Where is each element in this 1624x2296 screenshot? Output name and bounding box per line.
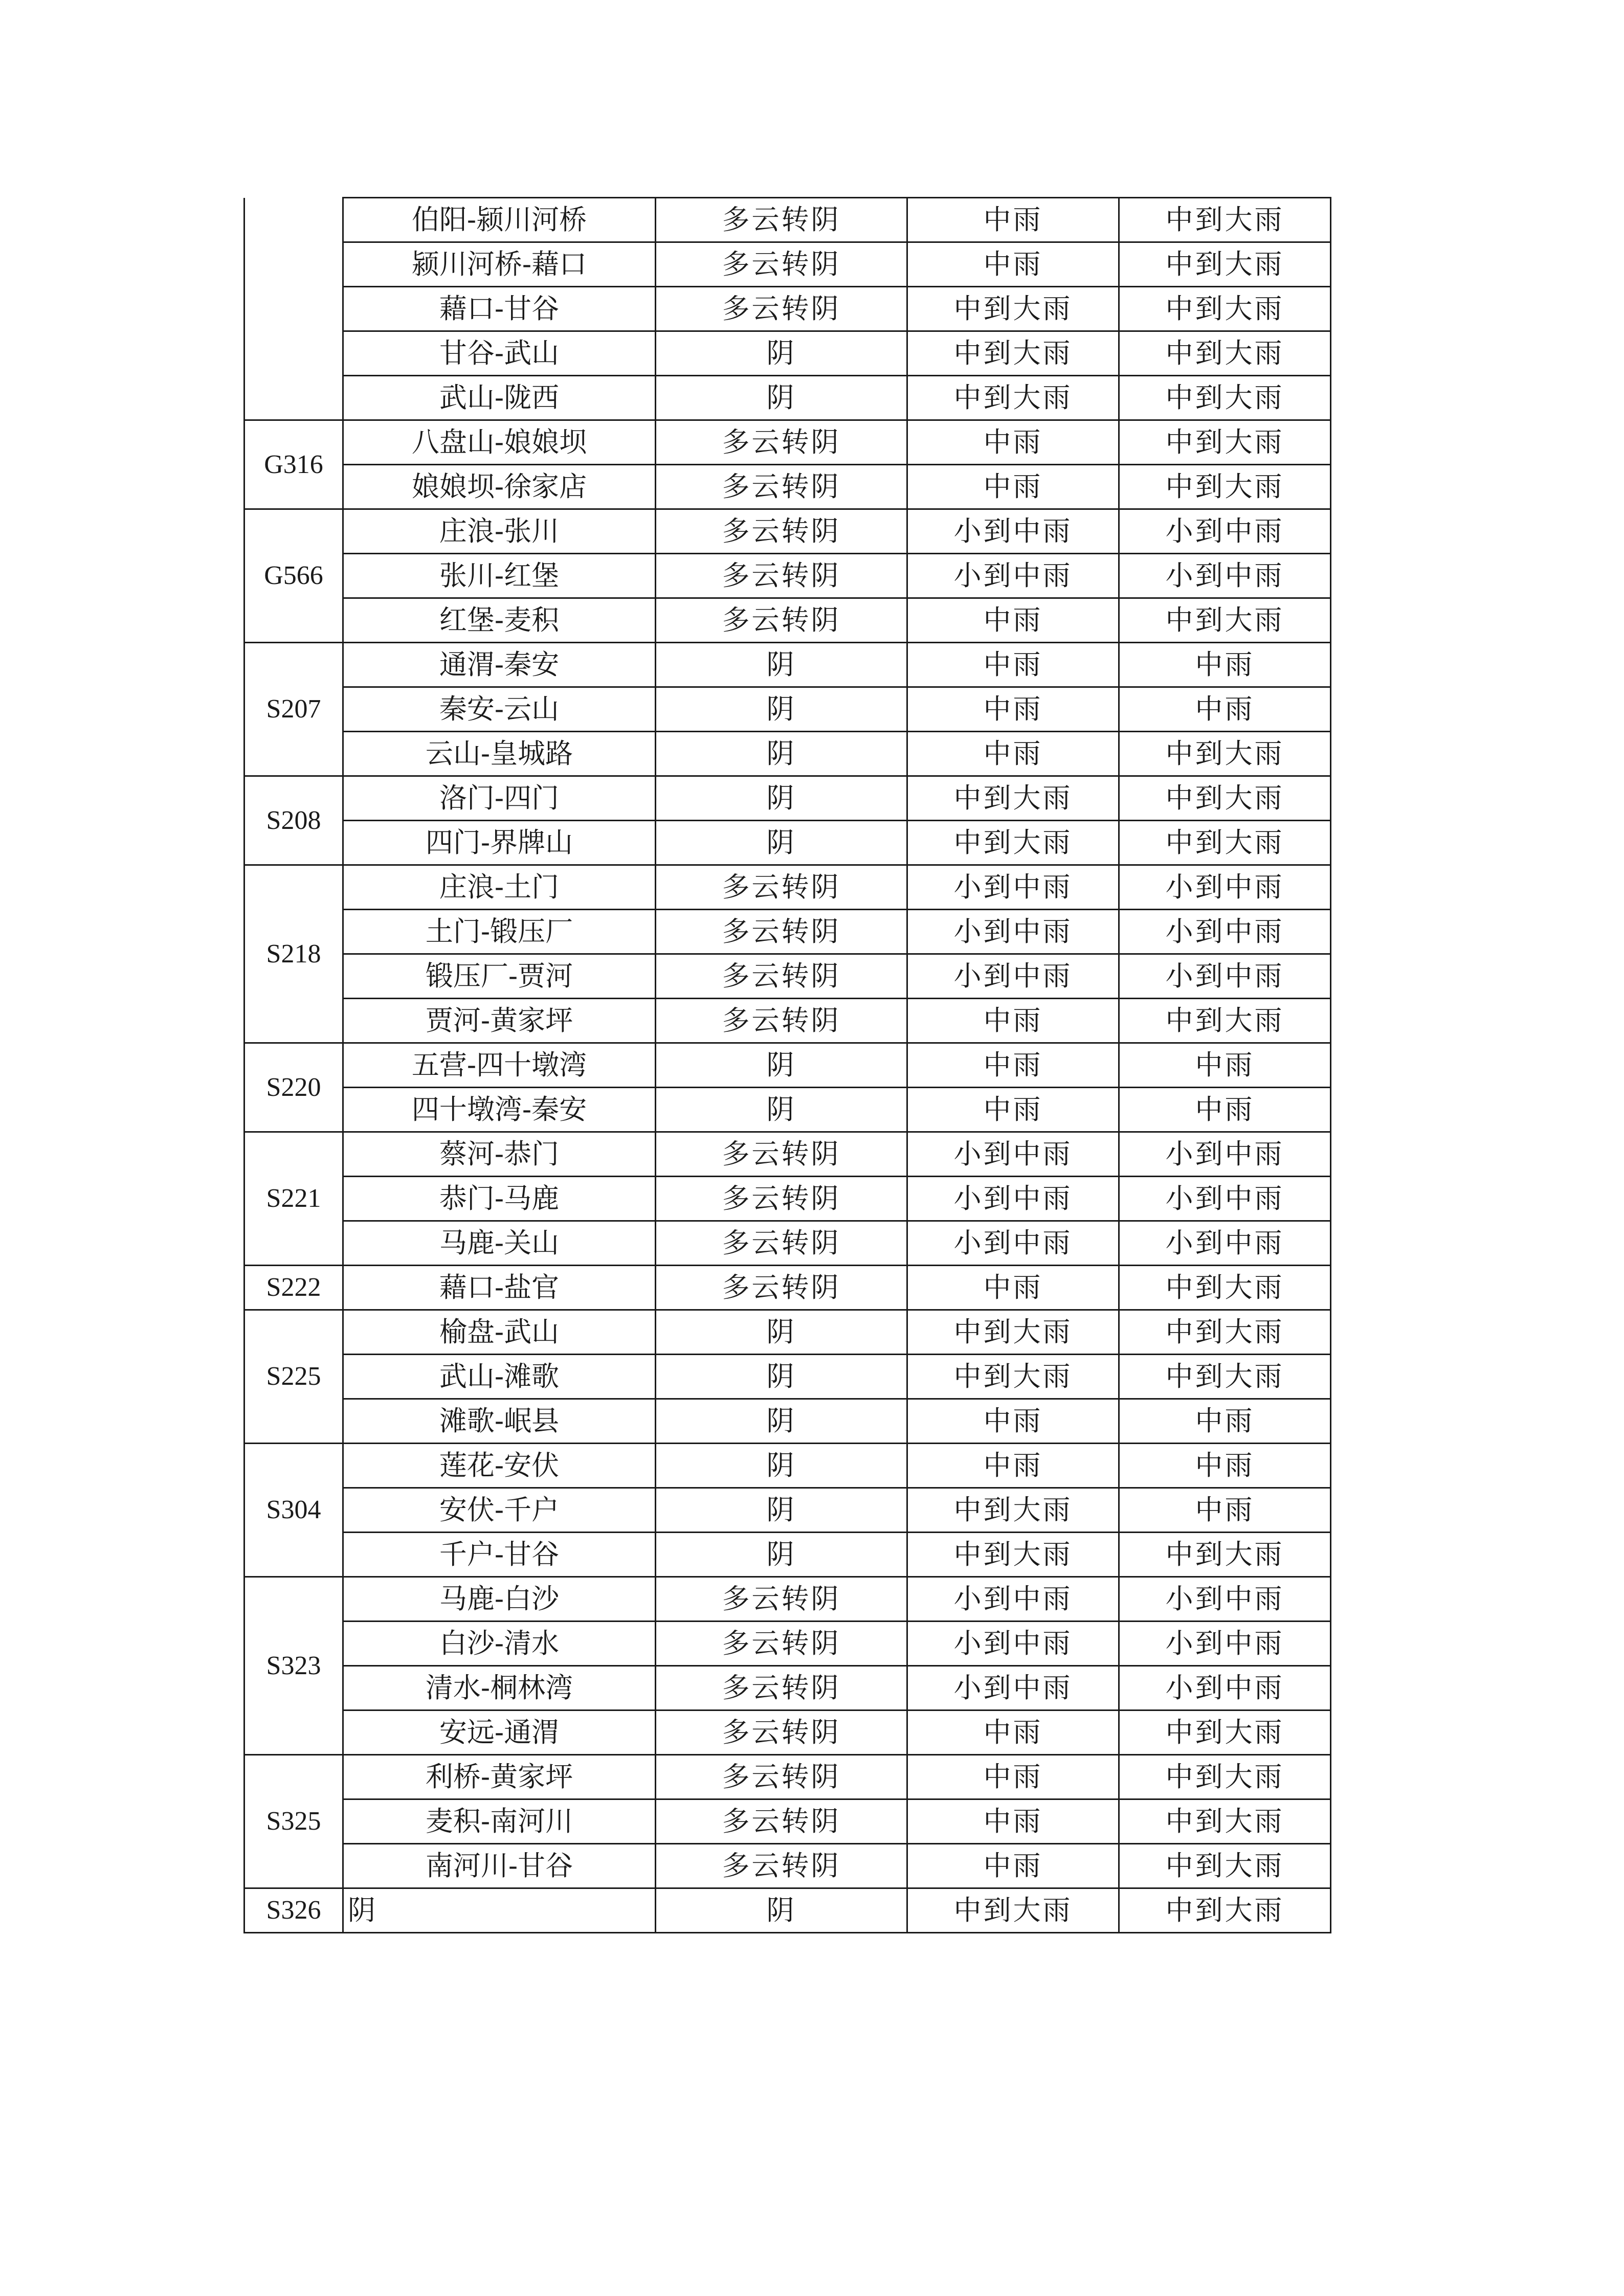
table-row [244, 1355, 1331, 1399]
weather-cell: 中雨 [1119, 1444, 1331, 1488]
table-row [244, 1488, 1331, 1533]
weather-cell: 中到大雨 [907, 1488, 1119, 1533]
segment-cell: 藉口-盐官 [343, 1266, 656, 1310]
weather-cell: 中到大雨 [1119, 287, 1331, 331]
segment-cell: 锻压厂-贾河 [343, 954, 656, 999]
weather-cell: 小到中雨 [907, 910, 1119, 954]
weather-cell: 多云转阴 [656, 865, 907, 910]
table-row [244, 687, 1331, 732]
weather-cell: 中到大雨 [1119, 465, 1331, 509]
road-code-cell: S304 [244, 1444, 343, 1577]
table-row [244, 643, 1331, 687]
road-code-cell: S220 [244, 1043, 343, 1132]
weather-cell: 中到大雨 [907, 376, 1119, 420]
weather-cell: 小到中雨 [907, 554, 1119, 598]
segment-cell: 五营-四十墩湾 [343, 1043, 656, 1088]
weather-cell: 多云转阴 [656, 1844, 907, 1888]
weather-cell: 中雨 [907, 999, 1119, 1043]
segment-cell: 安远-通渭 [343, 1710, 656, 1755]
segment-cell: 马鹿-白沙 [343, 1577, 656, 1622]
weather-cell: 小到中雨 [1119, 1622, 1331, 1666]
weather-cell: 中到大雨 [1119, 1710, 1331, 1755]
weather-cell: 小到中雨 [907, 1177, 1119, 1221]
weather-cell: 多云转阴 [656, 198, 907, 242]
road-code-cell: S326 [244, 1888, 343, 1933]
segment-cell: 榆盘-武山 [343, 1310, 656, 1355]
segment-cell: 庄浪-张川 [343, 509, 656, 554]
weather-cell: 多云转阴 [656, 1132, 907, 1177]
table-row [244, 732, 1331, 776]
table-row [244, 1266, 1331, 1310]
weather-cell: 中雨 [907, 1844, 1119, 1888]
segment-cell: 通渭-秦安 [343, 643, 656, 687]
segment-cell: 八盘山-娘娘坝 [343, 420, 656, 465]
weather-cell: 中到大雨 [1119, 376, 1331, 420]
segment-cell: 颍川河桥-藉口 [343, 242, 656, 287]
weather-cell: 中雨 [1119, 643, 1331, 687]
weather-cell: 多云转阴 [656, 1177, 907, 1221]
weather-cell: 多云转阴 [656, 1755, 907, 1799]
weather-cell: 中到大雨 [1119, 198, 1331, 242]
weather-cell: 多云转阴 [656, 465, 907, 509]
table-row [244, 554, 1331, 598]
segment-cell: 利桥-黄家坪 [343, 1755, 656, 1799]
segment-cell: 四十墩湾-秦安 [343, 1088, 656, 1132]
table-row [244, 376, 1331, 420]
weather-cell: 小到中雨 [1119, 1666, 1331, 1710]
table-row [244, 776, 1331, 821]
weather-cell: 阴 [656, 776, 907, 821]
weather-cell: 中雨 [907, 198, 1119, 242]
road-code-cell: S221 [244, 1132, 343, 1266]
table-row [244, 598, 1331, 643]
segment-cell: 武山-陇西 [343, 376, 656, 420]
weather-cell: 多云转阴 [656, 1710, 907, 1755]
weather-cell: 多云转阴 [656, 999, 907, 1043]
table-row [244, 1666, 1331, 1710]
table-row [244, 1622, 1331, 1666]
weather-cell: 多云转阴 [656, 1622, 907, 1666]
weather-cell: 中雨 [907, 420, 1119, 465]
table-row [244, 331, 1331, 376]
road-weather-table [243, 197, 1331, 1933]
table-row [244, 821, 1331, 865]
segment-cell: 清水-桐林湾 [343, 1666, 656, 1710]
weather-cell: 小到中雨 [907, 954, 1119, 999]
weather-cell: 中到大雨 [1119, 1310, 1331, 1355]
segment-cell: 安伏-千户 [343, 1488, 656, 1533]
segment-cell: 秦安-云山 [343, 687, 656, 732]
weather-cell: 多云转阴 [656, 420, 907, 465]
weather-cell: 多云转阴 [656, 287, 907, 331]
weather-cell: 阴 [656, 1355, 907, 1399]
segment-cell: 武山-滩歌 [343, 1355, 656, 1399]
weather-cell: 中到大雨 [907, 776, 1119, 821]
weather-cell: 中雨 [907, 242, 1119, 287]
weather-cell: 多云转阴 [656, 242, 907, 287]
weather-cell: 小到中雨 [907, 509, 1119, 554]
segment-cell: 四门-界牌山 [343, 821, 656, 865]
weather-cell: 小到中雨 [1119, 1577, 1331, 1622]
segment-cell: 土门-锻压厂 [343, 910, 656, 954]
weather-cell: 中雨 [907, 1088, 1119, 1132]
weather-cell: 阴 [656, 1888, 907, 1933]
weather-cell: 中到大雨 [907, 1888, 1119, 1933]
weather-cell: 小到中雨 [1119, 1221, 1331, 1266]
weather-cell: 中到大雨 [1119, 732, 1331, 776]
table-row [244, 1177, 1331, 1221]
weather-cell: 中雨 [1119, 1488, 1331, 1533]
weather-cell: 中到大雨 [1119, 420, 1331, 465]
weather-cell: 中到大雨 [1119, 242, 1331, 287]
weather-cell: 阴 [656, 821, 907, 865]
weather-cell: 中雨 [907, 1399, 1119, 1444]
weather-cell: 中到大雨 [1119, 999, 1331, 1043]
weather-cell: 阴 [656, 1043, 907, 1088]
weather-cell: 中到大雨 [907, 821, 1119, 865]
weather-cell: 多云转阴 [656, 1221, 907, 1266]
segment-cell: 白沙-清水 [343, 1622, 656, 1666]
weather-cell: 多云转阴 [656, 598, 907, 643]
table-row [244, 1755, 1331, 1799]
table-row [244, 509, 1331, 554]
table-row [244, 287, 1331, 331]
weather-cell: 中雨 [907, 1755, 1119, 1799]
weather-cell: 中雨 [907, 1444, 1119, 1488]
weather-cell: 阴 [656, 1444, 907, 1488]
road-code-cell: S323 [244, 1577, 343, 1755]
table-row [244, 1088, 1331, 1132]
weather-cell: 小到中雨 [907, 1577, 1119, 1622]
weather-cell: 中雨 [1119, 1399, 1331, 1444]
weather-cell: 中雨 [907, 687, 1119, 732]
segment-cell: 马鹿-关山 [343, 1221, 656, 1266]
road-code-cell [244, 198, 343, 420]
weather-cell: 中雨 [907, 643, 1119, 687]
segment-cell: 滩歌-岷县 [343, 1399, 656, 1444]
weather-cell: 多云转阴 [656, 509, 907, 554]
table-row [244, 1444, 1331, 1488]
weather-cell: 中雨 [907, 465, 1119, 509]
weather-cell: 阴 [656, 331, 907, 376]
table-row [244, 954, 1331, 999]
weather-cell: 中雨 [1119, 1043, 1331, 1088]
weather-cell: 多云转阴 [656, 1799, 907, 1844]
segment-cell: 红堡-麦积 [343, 598, 656, 643]
road-code-cell: S222 [244, 1266, 343, 1310]
forecast-sheet [243, 197, 1331, 1933]
weather-cell: 中到大雨 [1119, 1355, 1331, 1399]
table-row [244, 1399, 1331, 1444]
weather-cell: 多云转阴 [656, 1577, 907, 1622]
weather-cell: 小到中雨 [1119, 910, 1331, 954]
weather-cell: 阴 [656, 1533, 907, 1577]
weather-cell: 小到中雨 [1119, 1177, 1331, 1221]
segment-cell: 恭门-马鹿 [343, 1177, 656, 1221]
weather-cell: 小到中雨 [907, 865, 1119, 910]
segment-cell: 庄浪-土门 [343, 865, 656, 910]
weather-cell: 小到中雨 [907, 1132, 1119, 1177]
weather-cell: 小到中雨 [1119, 1132, 1331, 1177]
weather-cell: 小到中雨 [907, 1622, 1119, 1666]
segment-cell: 莲花-安伏 [343, 1444, 656, 1488]
segment-cell: 南河川-甘谷 [343, 1844, 656, 1888]
weather-cell: 阴 [656, 732, 907, 776]
table-row [244, 1710, 1331, 1755]
road-code-cell: S225 [244, 1310, 343, 1444]
weather-cell: 多云转阴 [656, 910, 907, 954]
weather-cell: 中到大雨 [1119, 1755, 1331, 1799]
segment-cell: 娘娘坝-徐家店 [343, 465, 656, 509]
weather-cell: 中到大雨 [1119, 821, 1331, 865]
segment-cell: 阴 [343, 1888, 656, 1933]
weather-cell: 中到大雨 [907, 1355, 1119, 1399]
table-row [244, 1132, 1331, 1177]
weather-cell: 阴 [656, 1399, 907, 1444]
weather-cell: 中到大雨 [1119, 598, 1331, 643]
weather-cell: 阴 [656, 1310, 907, 1355]
weather-cell: 中到大雨 [1119, 1844, 1331, 1888]
weather-cell: 小到中雨 [1119, 554, 1331, 598]
road-code-cell: G566 [244, 509, 343, 643]
table-row [244, 1310, 1331, 1355]
weather-cell: 中到大雨 [907, 1533, 1119, 1577]
weather-cell: 中到大雨 [1119, 1266, 1331, 1310]
segment-cell: 洛门-四门 [343, 776, 656, 821]
road-code-cell: S325 [244, 1755, 343, 1888]
weather-cell: 小到中雨 [1119, 954, 1331, 999]
table-row [244, 242, 1331, 287]
segment-cell: 蔡河-恭门 [343, 1132, 656, 1177]
weather-cell: 中到大雨 [907, 331, 1119, 376]
weather-cell: 中到大雨 [1119, 1533, 1331, 1577]
weather-cell: 多云转阴 [656, 1666, 907, 1710]
weather-cell: 中到大雨 [907, 287, 1119, 331]
table-row [244, 1533, 1331, 1577]
road-code-cell: S218 [244, 865, 343, 1043]
road-code-cell: G316 [244, 420, 343, 509]
weather-cell: 中雨 [907, 598, 1119, 643]
table-row [244, 420, 1331, 465]
weather-cell: 中雨 [907, 1799, 1119, 1844]
weather-cell: 中雨 [1119, 1088, 1331, 1132]
weather-cell: 阴 [656, 643, 907, 687]
weather-cell: 中雨 [1119, 687, 1331, 732]
table-row [244, 198, 1331, 242]
table-row [244, 465, 1331, 509]
table-row [244, 1577, 1331, 1622]
table-row [244, 910, 1331, 954]
segment-cell: 麦积-南河川 [343, 1799, 656, 1844]
weather-cell: 小到中雨 [1119, 509, 1331, 554]
table-row [244, 1888, 1331, 1933]
weather-cell: 中雨 [907, 1710, 1119, 1755]
weather-cell: 多云转阴 [656, 554, 907, 598]
weather-cell: 阴 [656, 376, 907, 420]
table-row [244, 1844, 1331, 1888]
weather-cell: 多云转阴 [656, 1266, 907, 1310]
segment-cell: 藉口-甘谷 [343, 287, 656, 331]
table-row [244, 1043, 1331, 1088]
weather-cell: 中雨 [907, 732, 1119, 776]
road-code-cell: S207 [244, 643, 343, 776]
segment-cell: 张川-红堡 [343, 554, 656, 598]
weather-cell: 中到大雨 [1119, 776, 1331, 821]
weather-cell: 小到中雨 [907, 1666, 1119, 1710]
table-row [244, 865, 1331, 910]
segment-cell: 云山-皇城路 [343, 732, 656, 776]
weather-cell: 中雨 [907, 1043, 1119, 1088]
weather-cell: 中雨 [907, 1266, 1119, 1310]
table-row [244, 1799, 1331, 1844]
segment-cell: 伯阳-颍川河桥 [343, 198, 656, 242]
weather-cell: 阴 [656, 1488, 907, 1533]
weather-cell: 小到中雨 [1119, 865, 1331, 910]
segment-cell: 贾河-黄家坪 [343, 999, 656, 1043]
segment-cell: 千户-甘谷 [343, 1533, 656, 1577]
weather-cell: 中到大雨 [1119, 1799, 1331, 1844]
segment-cell: 甘谷-武山 [343, 331, 656, 376]
weather-cell: 多云转阴 [656, 954, 907, 999]
road-code-cell: S208 [244, 776, 343, 865]
weather-cell: 阴 [656, 1088, 907, 1132]
weather-cell: 中到大雨 [1119, 331, 1331, 376]
weather-cell: 阴 [656, 687, 907, 732]
weather-cell: 小到中雨 [907, 1221, 1119, 1266]
weather-cell: 中到大雨 [907, 1310, 1119, 1355]
weather-cell: 中到大雨 [1119, 1888, 1331, 1933]
table-row [244, 999, 1331, 1043]
table-row [244, 1221, 1331, 1266]
